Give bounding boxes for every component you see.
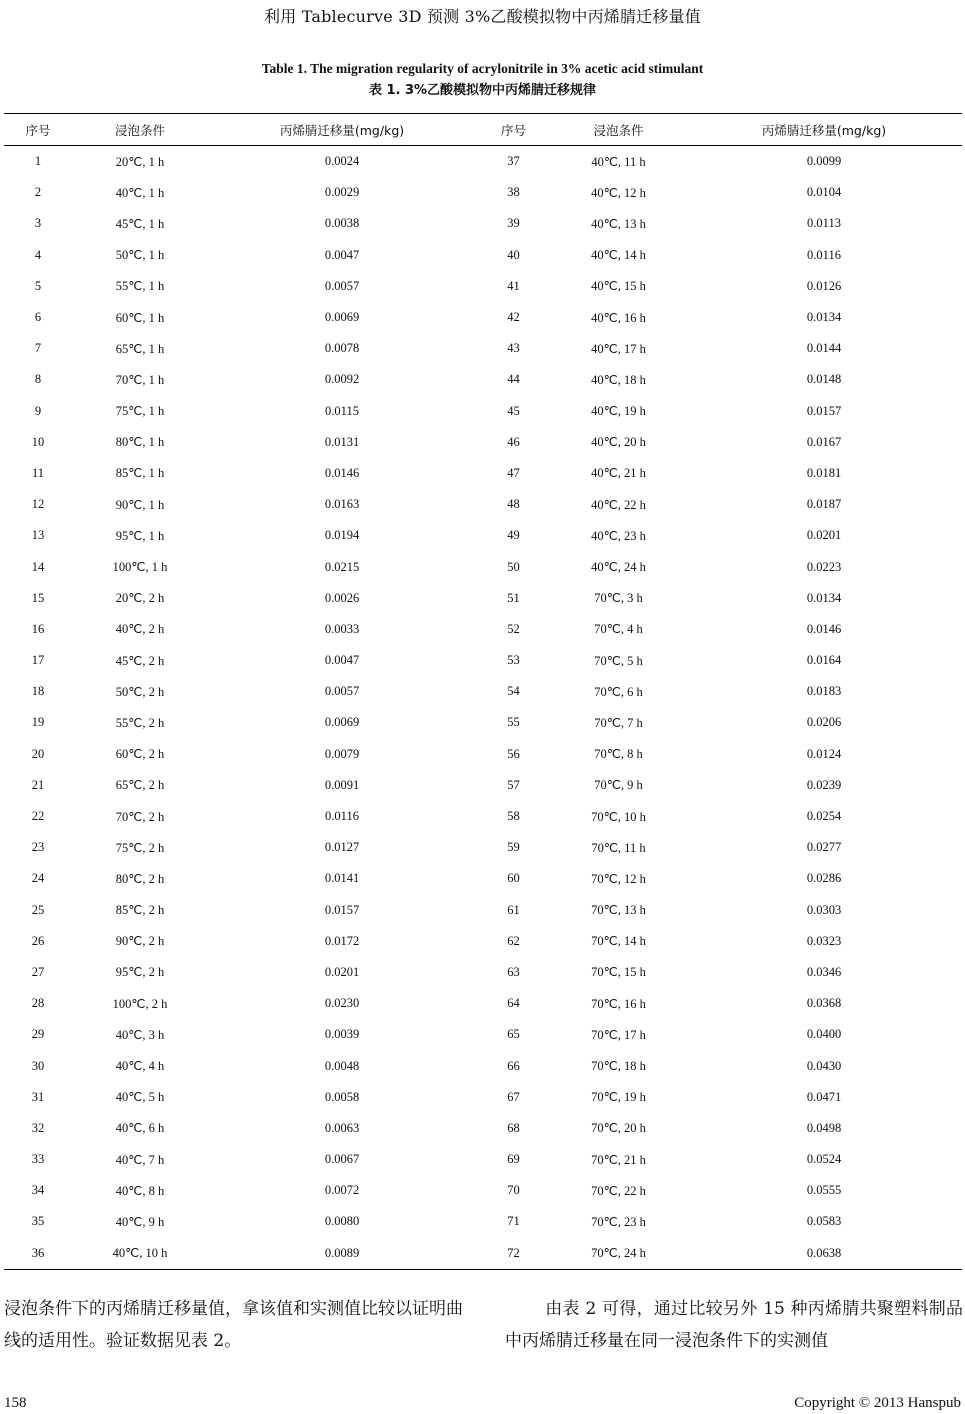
table-row (4, 676, 962, 707)
table-row (4, 240, 962, 271)
cell-index-1: 9 (34, 403, 42, 418)
cell-migration-1: 0.0024 (324, 154, 360, 169)
cell-migration-2: 0.0254 (806, 809, 842, 824)
cell-migration-1: 0.0078 (324, 341, 360, 356)
cell-migration-1: 0.0131 (324, 434, 360, 449)
migration-table (4, 113, 962, 1270)
cell-index-2: 37 (507, 154, 520, 169)
cell-index-2: 58 (507, 809, 520, 824)
cell-index-1: 2 (34, 185, 42, 200)
table-row (4, 427, 962, 458)
table-row (4, 489, 962, 520)
cell-condition-1: 75℃, 1 h (115, 404, 165, 419)
cell-migration-1: 0.0115 (325, 403, 359, 418)
cell-index-2: 49 (507, 528, 520, 543)
cell-condition-2: 40℃, 15 h (591, 279, 646, 294)
cell-index-1: 27 (31, 964, 45, 979)
cell-index-1: 11 (31, 465, 45, 480)
cell-index-2: 46 (507, 434, 520, 449)
table-row (4, 146, 962, 178)
cell-index-2: 39 (507, 216, 520, 231)
cell-migration-2: 0.0144 (806, 341, 842, 356)
cell-index-1: 20 (31, 746, 45, 761)
cell-migration-1: 0.0157 (324, 902, 360, 917)
cell-condition-1: 50℃, 1 h (115, 248, 165, 263)
cell-migration-1: 0.0201 (324, 964, 360, 979)
cell-condition-1: 40℃, 4 h (115, 1059, 165, 1074)
cell-index-1: 29 (31, 1027, 45, 1042)
cell-index-1: 34 (31, 1183, 45, 1198)
cell-migration-1: 0.0026 (324, 590, 360, 605)
page-number: 158 (4, 1395, 27, 1411)
cell-condition-1: 55℃, 1 h (115, 279, 165, 294)
cell-migration-2: 0.0124 (806, 746, 842, 761)
cell-condition-2: 40℃, 18 h (591, 372, 646, 387)
table-caption-english: Table 1. The migration regularity of acrylonitrile in 3% acetic acid stimulant (261, 61, 704, 76)
cell-migration-2: 0.0286 (806, 871, 842, 886)
cell-condition-1: 50℃, 2 h (115, 684, 165, 699)
cell-index-2: 62 (507, 933, 520, 948)
cell-index-2: 69 (507, 1152, 520, 1167)
cell-condition-2: 70℃, 10 h (591, 809, 646, 824)
cell-migration-1: 0.0163 (324, 497, 360, 512)
cell-migration-2: 0.0126 (806, 278, 842, 293)
cell-condition-2: 70℃, 4 h (594, 622, 643, 637)
cell-condition-1: 80℃, 1 h (115, 435, 165, 450)
cell-index-1: 6 (34, 310, 42, 325)
cell-index-2: 64 (507, 996, 520, 1011)
cell-index-2: 53 (507, 653, 520, 668)
header-condition-2: 浸泡条件 (551, 114, 686, 146)
cell-index-2: 43 (507, 341, 520, 356)
cell-condition-2: 70℃, 22 h (591, 1183, 646, 1198)
cell-migration-1: 0.0091 (324, 777, 360, 792)
cell-migration-1: 0.0172 (324, 933, 360, 948)
table-header-row (4, 114, 962, 146)
cell-migration-1: 0.0048 (324, 1058, 360, 1073)
cell-condition-2: 40℃, 22 h (591, 497, 646, 512)
table-row (4, 1144, 962, 1175)
cell-migration-1: 0.0047 (324, 653, 360, 668)
cell-condition-2: 70℃, 17 h (591, 1027, 646, 1042)
table-row (4, 271, 962, 302)
table-row (4, 1019, 962, 1050)
cell-condition-2: 40℃, 16 h (591, 310, 646, 325)
cell-condition-1: 80℃, 2 h (115, 871, 165, 886)
cell-migration-2: 0.0104 (806, 185, 842, 200)
cell-condition-2: 70℃, 7 h (594, 715, 643, 730)
cell-migration-2: 0.0498 (806, 1120, 842, 1135)
table-row (4, 739, 962, 770)
cell-condition-2: 70℃, 23 h (591, 1214, 646, 1229)
cell-condition-2: 70℃, 21 h (591, 1152, 646, 1167)
cell-index-1: 18 (31, 684, 45, 699)
cell-migration-2: 0.0134 (806, 590, 842, 605)
table-row (4, 614, 962, 645)
cell-migration-1: 0.0116 (325, 809, 359, 824)
cell-condition-1: 40℃, 2 h (115, 622, 165, 637)
cell-migration-2: 0.0583 (806, 1214, 842, 1229)
cell-condition-1: 55℃, 2 h (115, 715, 165, 730)
cell-index-2: 61 (507, 902, 520, 917)
cell-index-1: 24 (31, 871, 45, 886)
cell-migration-1: 0.0146 (324, 465, 360, 480)
cell-migration-2: 0.0524 (806, 1152, 842, 1167)
cell-migration-1: 0.0058 (324, 1089, 360, 1104)
table-row (4, 1175, 962, 1206)
cell-migration-1: 0.0127 (324, 840, 360, 855)
cell-migration-2: 0.0430 (806, 1058, 842, 1073)
cell-index-1: 15 (31, 590, 45, 605)
cell-index-1: 28 (31, 996, 45, 1011)
table-row (4, 1050, 962, 1081)
cell-condition-1: 20℃, 1 h (115, 154, 165, 169)
cell-migration-1: 0.0057 (324, 278, 360, 293)
cell-condition-2: 70℃, 11 h (591, 840, 646, 855)
cell-index-2: 71 (507, 1214, 520, 1229)
cell-migration-2: 0.0239 (806, 777, 842, 792)
cell-condition-1: 45℃, 1 h (115, 216, 165, 231)
cell-index-1: 5 (34, 278, 42, 293)
cell-index-2: 51 (507, 590, 520, 605)
cell-index-1: 14 (31, 559, 45, 574)
table-row (4, 1113, 962, 1144)
cell-index-1: 8 (34, 372, 42, 387)
cell-migration-2: 0.0206 (806, 715, 842, 730)
cell-condition-1: 40℃, 8 h (115, 1183, 165, 1198)
cell-index-2: 68 (507, 1120, 520, 1135)
cell-index-2: 38 (507, 185, 520, 200)
cell-index-1: 21 (31, 777, 45, 792)
cell-condition-2: 40℃, 17 h (591, 341, 646, 356)
cell-index-1: 7 (34, 341, 42, 356)
cell-migration-1: 0.0063 (324, 1120, 360, 1135)
table-row (4, 770, 962, 801)
cell-index-1: 22 (31, 809, 45, 824)
cell-index-2: 56 (507, 746, 520, 761)
cell-migration-1: 0.0092 (324, 372, 360, 387)
cell-index-1: 4 (34, 247, 42, 262)
cell-migration-2: 0.0201 (806, 528, 842, 543)
cell-condition-2: 70℃, 15 h (591, 965, 646, 980)
running-head: 利用 Tablecurve 3D 预测 3%乙酸模拟物中丙烯腈迁移量值 (264, 7, 701, 26)
table-row (4, 208, 962, 239)
cell-index-2: 40 (507, 247, 520, 262)
cell-migration-2: 0.0277 (806, 840, 842, 855)
cell-condition-1: 95℃, 2 h (115, 965, 165, 980)
cell-index-2: 72 (476, 1238, 551, 1270)
cell-migration-1: 0.0194 (324, 528, 360, 543)
cell-index-2: 65 (507, 1027, 520, 1042)
cell-condition-2: 70℃, 20 h (591, 1121, 646, 1136)
cell-migration-2: 0.0183 (806, 684, 842, 699)
cell-migration-2: 0.0164 (806, 653, 842, 668)
cell-condition-2: 70℃, 9 h (594, 778, 643, 793)
cell-index-2: 52 (507, 621, 520, 636)
cell-index-1: 10 (31, 434, 45, 449)
cell-index-2: 42 (507, 310, 520, 325)
cell-condition-1: 40℃, 5 h (115, 1090, 165, 1105)
cell-migration-2: 0.0146 (806, 621, 842, 636)
cell-index-2: 55 (507, 715, 520, 730)
table-row (4, 177, 962, 208)
cell-index-1: 23 (31, 840, 45, 855)
cell-condition-1: 40℃, 9 h (115, 1214, 165, 1229)
cell-migration-2: 0.0400 (806, 1027, 842, 1042)
cell-migration-1: 0.0215 (324, 559, 360, 574)
cell-condition-2: 70℃, 24 h (551, 1238, 686, 1270)
cell-migration-2: 0.0181 (806, 465, 842, 480)
cell-migration-1: 0.0141 (324, 871, 360, 886)
cell-index-1: 16 (31, 621, 45, 636)
cell-index-2: 41 (507, 278, 520, 293)
cell-migration-2: 0.0346 (806, 964, 842, 979)
cell-migration-2: 0.0471 (806, 1089, 842, 1104)
cell-migration-2: 0.0638 (686, 1238, 962, 1270)
table-row (4, 926, 962, 957)
cell-condition-1: 45℃, 2 h (115, 653, 165, 668)
cell-condition-1: 40℃, 1 h (115, 185, 165, 200)
cell-condition-2: 40℃, 13 h (591, 216, 646, 231)
cell-migration-1: 0.0033 (324, 621, 360, 636)
cell-index-2: 57 (507, 777, 520, 792)
cell-condition-1: 90℃, 1 h (115, 497, 165, 512)
cell-migration-2: 0.0303 (806, 902, 842, 917)
table-row (4, 302, 962, 333)
header-index-2: 序号 (476, 114, 551, 146)
table-row (4, 863, 962, 894)
cell-condition-1: 40℃, 6 h (115, 1121, 165, 1136)
cell-migration-2: 0.0323 (806, 933, 842, 948)
cell-index-2: 47 (507, 465, 520, 480)
cell-migration-2: 0.0116 (807, 247, 841, 262)
cell-condition-1: 40℃, 3 h (115, 1027, 165, 1042)
cell-condition-2: 40℃, 14 h (591, 248, 646, 263)
cell-condition-2: 70℃, 8 h (594, 747, 643, 762)
cell-migration-2: 0.0113 (807, 216, 841, 231)
cell-condition-2: 70℃, 18 h (591, 1059, 646, 1074)
table-row (4, 832, 962, 863)
cell-index-2: 66 (507, 1058, 520, 1073)
cell-condition-2: 40℃, 19 h (591, 404, 646, 419)
cell-condition-2: 70℃, 3 h (594, 591, 643, 606)
cell-index-1: 13 (31, 528, 45, 543)
table-caption-chinese: 表 1. 3%乙酸模拟物中丙烯腈迁移规律 (368, 83, 597, 98)
cell-migration-1: 0.0029 (324, 185, 360, 200)
cell-condition-2: 40℃, 23 h (591, 528, 646, 543)
table-row (4, 645, 962, 676)
cell-migration-1: 0.0230 (324, 996, 360, 1011)
cell-condition-2: 70℃, 14 h (591, 934, 646, 949)
cell-migration-1: 0.0069 (324, 715, 360, 730)
cell-migration-1: 0.0079 (324, 746, 360, 761)
cell-condition-1: 40℃, 7 h (115, 1152, 165, 1167)
cell-condition-2: 40℃, 12 h (591, 185, 646, 200)
cell-condition-1: 65℃, 2 h (115, 778, 165, 793)
cell-condition-1: 100℃, 2 h (112, 996, 168, 1011)
cell-condition-1: 20℃, 2 h (115, 591, 165, 606)
cell-index-2: 59 (507, 840, 520, 855)
table-row (4, 396, 962, 427)
body-paragraph-right-text: 由表 2 可得，通过比较另外 15 种丙烯腈共聚塑料制品中丙烯腈迁移量在同一浸泡条件下的实测值 (505, 1299, 963, 1351)
header-condition-1: 浸泡条件 (72, 114, 208, 146)
table-row (4, 458, 962, 489)
cell-index-1: 30 (31, 1058, 45, 1073)
cell-condition-1: 75℃, 2 h (115, 840, 165, 855)
cell-condition-1: 90℃, 2 h (115, 934, 165, 949)
table-row (4, 801, 962, 832)
cell-index-1: 31 (31, 1089, 45, 1104)
cell-condition-2: 70℃, 12 h (591, 871, 646, 886)
cell-condition-1: 85℃, 1 h (115, 466, 165, 481)
cell-index-2: 67 (507, 1089, 520, 1104)
cell-migration-1: 0.0067 (324, 1152, 360, 1167)
header-migration-1: 丙烯腈迁移量(mg/kg) (208, 114, 476, 146)
cell-index-1: 25 (31, 902, 45, 917)
table-row (4, 583, 962, 614)
table-row (4, 364, 962, 395)
cell-migration-2: 0.0134 (806, 310, 842, 325)
cell-migration-2: 0.0099 (806, 154, 842, 169)
table-row (4, 1238, 962, 1270)
cell-condition-2: 40℃, 11 h (591, 154, 646, 169)
table-row (4, 988, 962, 1019)
table-row (4, 551, 962, 582)
cell-migration-1: 0.0069 (324, 310, 360, 325)
table-row (4, 895, 962, 926)
cell-index-2: 70 (507, 1183, 520, 1198)
cell-migration-1: 0.0089 (208, 1238, 476, 1270)
cell-migration-2: 0.0223 (806, 559, 842, 574)
cell-migration-1: 0.0047 (324, 247, 360, 262)
cell-index-1: 3 (34, 216, 42, 231)
header-migration-2: 丙烯腈迁移量(mg/kg) (686, 114, 962, 146)
copyright-notice: Copyright © 2013 Hanspub (794, 1395, 961, 1411)
cell-index-1: 12 (31, 497, 45, 512)
cell-migration-2: 0.0148 (806, 372, 842, 387)
cell-index-1: 26 (31, 933, 45, 948)
cell-condition-1: 95℃, 1 h (115, 528, 165, 543)
cell-index-2: 48 (507, 497, 520, 512)
cell-index-1: 32 (31, 1120, 45, 1135)
cell-condition-1: 60℃, 2 h (115, 747, 165, 762)
cell-condition-1: 40℃, 10 h (72, 1238, 208, 1270)
cell-migration-1: 0.0072 (324, 1183, 360, 1198)
cell-migration-2: 0.0157 (806, 403, 842, 418)
cell-condition-1: 70℃, 2 h (115, 809, 165, 824)
cell-index-2: 44 (507, 372, 520, 387)
cell-migration-2: 0.0368 (806, 996, 842, 1011)
body-paragraph-right (505, 1293, 963, 1357)
cell-condition-1: 100℃, 1 h (112, 560, 168, 575)
table-row (4, 520, 962, 551)
cell-index-2: 60 (507, 871, 520, 886)
cell-index-1: 35 (31, 1214, 45, 1229)
table-row (4, 957, 962, 988)
cell-index-1: 36 (4, 1238, 72, 1270)
migration-table-container (4, 113, 962, 1270)
table-body (4, 146, 962, 1270)
table-row (4, 333, 962, 364)
cell-migration-1: 0.0038 (324, 216, 360, 231)
cell-migration-1: 0.0039 (324, 1027, 360, 1042)
cell-index-1: 19 (31, 715, 45, 730)
cell-index-2: 54 (507, 684, 520, 699)
cell-migration-2: 0.0187 (806, 497, 842, 512)
cell-condition-2: 70℃, 19 h (591, 1090, 646, 1105)
cell-condition-1: 85℃, 2 h (115, 903, 165, 918)
cell-index-2: 63 (507, 964, 520, 979)
cell-condition-2: 40℃, 21 h (591, 466, 646, 481)
cell-index-1: 17 (31, 653, 45, 668)
cell-index-2: 50 (507, 559, 520, 574)
cell-condition-2: 70℃, 5 h (594, 653, 643, 668)
body-paragraph-left: 浸泡条件下的丙烯腈迁移量值，拿该值和实测值比较以证明曲线的适用性。验证数据见表 2。 (4, 1299, 463, 1351)
cell-condition-2: 70℃, 6 h (594, 684, 643, 699)
cell-condition-2: 70℃, 16 h (591, 996, 646, 1011)
table-row (4, 707, 962, 738)
cell-index-1: 1 (34, 154, 42, 169)
cell-index-1: 33 (31, 1152, 45, 1167)
cell-condition-2: 40℃, 20 h (591, 435, 646, 450)
table-row (4, 1082, 962, 1113)
header-index-1: 序号 (4, 114, 72, 146)
cell-index-2: 45 (507, 403, 520, 418)
cell-condition-2: 70℃, 13 h (591, 903, 646, 918)
cell-condition-1: 60℃, 1 h (115, 310, 165, 325)
cell-migration-2: 0.0555 (806, 1183, 842, 1198)
cell-migration-1: 0.0080 (324, 1214, 360, 1229)
table-row (4, 1206, 962, 1237)
cell-migration-1: 0.0057 (324, 684, 360, 699)
cell-migration-2: 0.0167 (806, 434, 842, 449)
cell-condition-2: 40℃, 24 h (591, 560, 646, 575)
cell-condition-1: 70℃, 1 h (115, 372, 165, 387)
cell-condition-1: 65℃, 1 h (115, 341, 165, 356)
